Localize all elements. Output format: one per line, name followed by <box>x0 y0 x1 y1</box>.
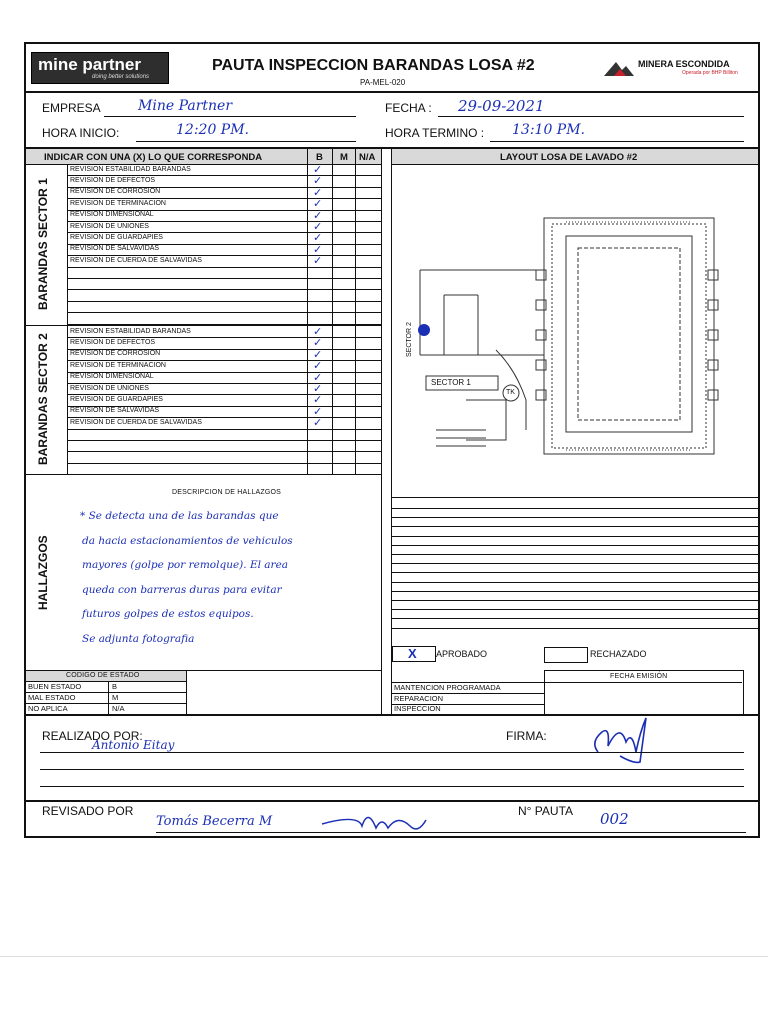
check-mark-b[interactable]: ✓ <box>313 326 323 338</box>
check-mark-b[interactable]: ✓ <box>313 209 323 222</box>
row-line <box>67 312 382 313</box>
row-line <box>67 278 382 279</box>
note-line <box>392 618 758 619</box>
code-value: B <box>112 682 118 691</box>
panel-divider <box>392 497 758 498</box>
form-code: PA-MEL-020 <box>360 78 406 87</box>
note-line <box>392 517 758 518</box>
check-mark-b[interactable]: ✓ <box>313 348 323 361</box>
grid-line <box>186 671 187 714</box>
note-line <box>392 572 758 573</box>
tipo-label: MANTENCION PROGRAMADA <box>394 683 501 692</box>
revisado-field[interactable]: Tomás Becerra M <box>156 814 273 829</box>
fecha-label: FECHA : <box>385 101 432 115</box>
rechazado-box[interactable] <box>544 647 588 663</box>
logo-text: mine partner <box>38 55 141 74</box>
code-value: M <box>112 693 119 702</box>
check-mark-b[interactable]: ✓ <box>313 164 323 176</box>
checklist-item: REVISION DE DEFECTOS <box>70 338 156 346</box>
check-mark-b[interactable]: ✓ <box>313 337 323 350</box>
checklist-item: REVISION DE CUERDA DE SALVAVIDAS <box>70 256 202 264</box>
checklist-item: REVISION DE CORROSION <box>70 188 161 196</box>
mine-partner-logo <box>31 52 169 84</box>
row-line <box>26 714 186 715</box>
checklist-item: REVISION DE DEFECTOS <box>70 176 156 184</box>
tipo-label: REPARACION <box>394 693 444 703</box>
underline <box>490 141 744 142</box>
page-edge <box>0 956 768 957</box>
check-mark-b[interactable]: ✓ <box>313 221 323 233</box>
underline <box>40 752 744 753</box>
underline <box>40 769 744 770</box>
note-line <box>392 536 758 537</box>
sector2-title: BARANDAS SECTOR 2 <box>36 333 50 465</box>
code-value: N/A <box>112 704 125 713</box>
npauta-field[interactable]: 002 <box>600 810 629 828</box>
checklist-item: REVISION DE SALVAVIDAS <box>70 407 160 415</box>
minera-escondida-logo <box>604 58 754 80</box>
checklist-item: REVISION DE UNIONES <box>70 384 149 392</box>
finding-line: queda con barreras duras para evitar <box>82 583 282 596</box>
underline <box>104 116 356 117</box>
note-line <box>392 609 758 610</box>
underline <box>156 832 746 833</box>
note-line <box>392 508 758 509</box>
note-line <box>392 563 758 564</box>
mountain-icon <box>604 60 634 76</box>
npauta-label: N° PAUTA <box>518 804 574 818</box>
row-line <box>67 474 382 475</box>
finding-line: futuros golpes de estos equipos. <box>82 608 254 620</box>
form-title: PAUTA INSPECCION BARANDAS LOSA #2 <box>212 57 535 74</box>
checklist-item: REVISION DE CORROSION <box>70 350 161 358</box>
divider <box>24 91 760 93</box>
aprobado-box[interactable] <box>392 646 436 662</box>
row-line <box>67 440 382 441</box>
row-line <box>67 267 382 268</box>
check-mark-b[interactable]: ✓ <box>313 186 323 199</box>
logo-right-tagline: Operada por BHP Billiton <box>682 70 738 76</box>
logo-right-text: MINERA ESCONDIDA <box>638 59 730 69</box>
codigo-title: CODIGO DE ESTADO <box>66 672 140 679</box>
grid-line <box>391 149 392 714</box>
fecha-emision-label: FECHA EMISIÓN <box>610 673 668 680</box>
note-line <box>392 545 758 546</box>
checklist-item: REVISION DE SALVAVIDAS <box>70 245 160 253</box>
grid-line <box>108 681 109 714</box>
marker-icon <box>418 324 430 336</box>
underline <box>40 786 744 787</box>
check-mark-b[interactable]: ✓ <box>313 243 323 256</box>
checklist-item: REVISION DE TERMINACION <box>70 199 166 207</box>
realizado-field[interactable]: Antonio Eitay <box>92 738 175 752</box>
code-name: BUEN ESTADO <box>28 682 82 691</box>
layout-title: LAYOUT LOSA DE LAVADO #2 <box>500 152 638 163</box>
sector2-drawing-label: SECTOR 2 <box>406 322 413 357</box>
note-line <box>392 628 758 629</box>
note-line <box>392 526 758 527</box>
check-mark-b[interactable]: ✓ <box>313 383 323 395</box>
finding-line: * Se detecta una de las barandas que <box>80 510 279 522</box>
sector1-drawing-label: SECTOR 1 <box>431 378 471 387</box>
checklist-item: REVISION DE CUERDA DE SALVAVIDAS <box>70 418 202 426</box>
col-m-header: M <box>340 152 348 163</box>
note-line <box>392 554 758 555</box>
rechazado-label: RECHAZADO <box>590 649 647 659</box>
row-line <box>67 429 382 430</box>
finding-line: mayores (golpe por remolque). El area <box>82 559 289 571</box>
fecha-field[interactable]: 29-09-2021 <box>458 97 545 115</box>
note-line <box>392 582 758 583</box>
underline <box>136 141 356 142</box>
instruction-text: INDICAR CON UNA (X) LO QUE CORRESPONDA <box>44 152 263 163</box>
empresa-label: EMPRESA <box>42 101 101 115</box>
checklist-item: REVISION DE GUARDAPIES <box>70 395 163 403</box>
check-mark-b[interactable]: ✓ <box>313 417 323 430</box>
check-mark-b[interactable]: ✓ <box>313 175 323 188</box>
finding-line: Se adjunta fotografia <box>82 632 195 645</box>
code-name: MAL ESTADO <box>28 693 76 702</box>
firma-label: FIRMA: <box>506 729 547 743</box>
row-line <box>392 714 544 715</box>
finding-line: da hacia estacionamientos de vehiculos <box>82 534 293 547</box>
hallazgos-title: HALLAZGOS <box>36 535 50 610</box>
tk-label: TK <box>506 389 515 396</box>
row-line <box>67 451 382 452</box>
signature-image <box>580 712 660 772</box>
check-mark-b[interactable]: ✓ <box>313 394 323 407</box>
note-line <box>392 600 758 601</box>
layout-drawing <box>396 200 736 470</box>
checklist-item: REVISION DIMENSIONAL <box>70 373 154 381</box>
row-line <box>67 289 382 290</box>
check-mark-b[interactable]: ✓ <box>313 198 323 211</box>
sector-divider <box>26 325 382 326</box>
check-mark-b[interactable]: ✓ <box>313 255 323 268</box>
checklist-item: REVISION DE TERMINACION <box>70 361 166 369</box>
hora-inicio-field[interactable]: 12:20 PM. <box>176 122 250 138</box>
sector1-title: BARANDAS SECTOR 1 <box>36 178 50 310</box>
checklist-item: REVISION DE GUARDAPIES <box>70 233 163 241</box>
aprobado-mark: X <box>408 646 417 661</box>
hora-termino-field[interactable]: 13:10 PM. <box>512 122 586 138</box>
divider <box>24 800 760 802</box>
row-line <box>67 301 382 302</box>
checklist-item: REVISION ESTABILIDAD BARANDAS <box>70 327 191 335</box>
col-na-header: N/A <box>359 152 376 163</box>
empresa-field[interactable]: Mine Partner <box>138 98 233 114</box>
desc-title: DESCRIPCION DE HALLAZGOS <box>172 489 282 496</box>
check-mark-b[interactable]: ✓ <box>313 360 323 373</box>
aprobado-label: APROBADO <box>436 649 488 659</box>
checklist-item: REVISION DIMENSIONAL <box>70 211 154 219</box>
code-name: NO APLICA <box>28 704 68 713</box>
realizado-label: REALIZADO POR: <box>42 729 143 743</box>
row-line <box>67 463 382 464</box>
note-line <box>392 591 758 592</box>
tipo-label: INSPECCION <box>394 704 441 713</box>
revisado-label: REVISADO POR <box>42 804 134 818</box>
logo-tagline: doing better solutions <box>92 74 150 80</box>
check-mark-b[interactable]: ✓ <box>313 232 323 245</box>
checklist-item: REVISION DE UNIONES <box>70 222 149 230</box>
check-mark-b[interactable]: ✓ <box>313 405 323 418</box>
underline <box>438 116 744 117</box>
col-b-header: B <box>316 152 323 163</box>
check-mark-b[interactable]: ✓ <box>313 371 323 384</box>
hora-inicio-label: HORA INICIO: <box>42 126 120 140</box>
checklist-item: REVISION ESTABILIDAD BARANDAS <box>70 165 191 173</box>
hora-termino-label: HORA TERMINO : <box>385 126 485 140</box>
grid-line <box>381 149 382 714</box>
